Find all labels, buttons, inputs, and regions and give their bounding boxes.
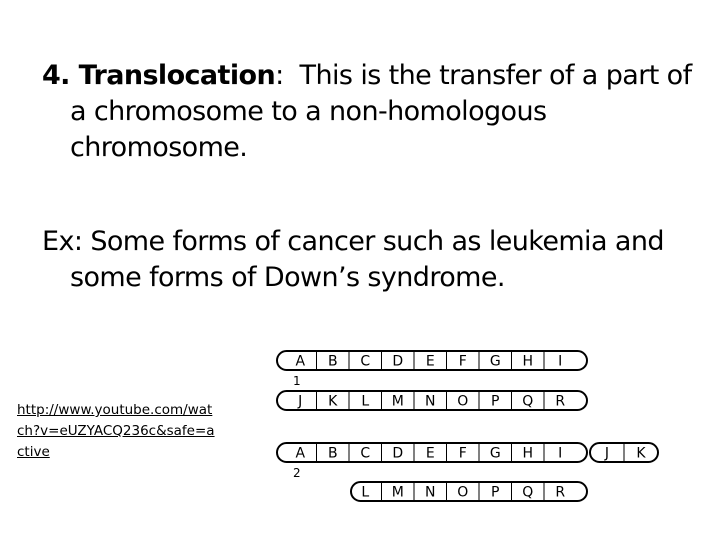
gene-label: P	[491, 484, 500, 501]
gene-label: B	[327, 445, 338, 462]
gene-label: P	[491, 393, 500, 410]
gene-label: O	[457, 393, 469, 410]
gene-label: O	[457, 484, 469, 501]
after-chromosome-a	[277, 443, 587, 462]
gene-label: F	[458, 353, 467, 370]
gene-label: F	[458, 445, 467, 462]
before-label: 1	[293, 374, 301, 388]
youtube-link[interactable]: http://www.youtube.com/watch?v=eUZYACQ236c&safe=active	[17, 402, 215, 460]
gene-label: J	[298, 393, 303, 410]
gene-label: R	[555, 393, 566, 410]
gene-label: B	[327, 353, 338, 370]
translocated-segment	[590, 443, 658, 462]
gene-label: D	[392, 353, 404, 370]
gene-label: L	[361, 484, 370, 501]
gene-label: N	[425, 484, 436, 501]
gene-label: I	[558, 445, 563, 462]
definition-line-2: a chromosome to a non-homologous	[70, 96, 547, 127]
after-chromosome-b	[351, 482, 587, 501]
definition-line-3: chromosome.	[70, 132, 248, 163]
gene-label: N	[425, 393, 436, 410]
gene-label: D	[392, 445, 404, 462]
gene-label: E	[425, 445, 435, 462]
definition-text-1: This is the transfer of a part of	[283, 60, 692, 91]
gene-label: A	[295, 445, 306, 462]
before-chromosome-a	[277, 351, 587, 370]
before-chromosome-b	[277, 391, 587, 410]
gene-label: R	[555, 484, 566, 501]
gene-label: G	[489, 445, 501, 462]
gene-label: M	[391, 393, 404, 410]
gene-label: M	[391, 484, 404, 501]
gene-label: K	[328, 393, 338, 410]
gene-label: C	[360, 353, 371, 370]
gene-label: Q	[522, 393, 534, 410]
gene-label: L	[361, 393, 370, 410]
gene-label: A	[295, 353, 306, 370]
gene-label: E	[425, 353, 435, 370]
example-line-1: Ex: Some forms of cancer such as leukemia and	[42, 226, 664, 257]
example-line-2: some forms of Down’s syndrome.	[70, 262, 505, 293]
gene-label: I	[558, 353, 563, 370]
term-heading: 4. Translocation	[42, 60, 276, 91]
gene-label: G	[489, 353, 501, 370]
gene-label: H	[522, 353, 534, 370]
term-colon: :	[275, 60, 284, 91]
after-label: 2	[293, 466, 301, 480]
gene-label: K	[636, 445, 646, 462]
gene-label: H	[522, 445, 534, 462]
gene-label: Q	[522, 484, 534, 501]
gene-label: J	[604, 445, 610, 462]
gene-label: C	[360, 445, 371, 462]
